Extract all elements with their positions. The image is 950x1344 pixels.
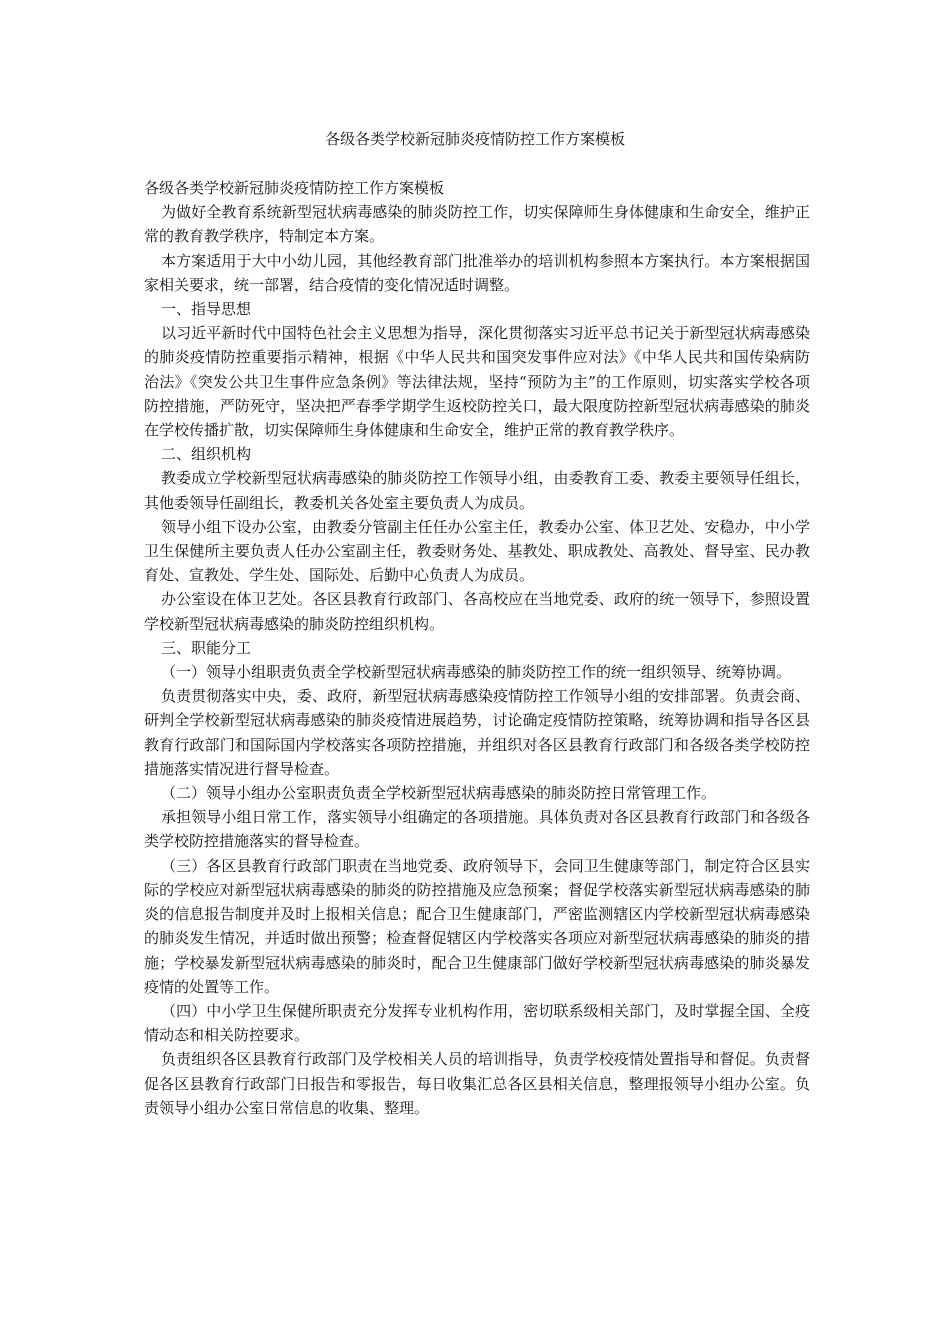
responsibility-item-2: （二）领导小组办公室职责负责全学校新型冠状病毒感染的肺炎防控日常管理工作。 <box>161 784 717 803</box>
body-heading-repeat: 各级各类学校新冠肺炎疫情防控工作方案模板 <box>144 179 445 197</box>
responsibility-item-4: （四）中小学卫生保健所职责充分发挥专业机构作用，密切联系级相关部门，及时掌握全国、全疫情动态和相关防控要求。 <box>144 1001 810 1045</box>
responsibility-item-1: （一）领导小组职责负责全学校新型冠状病毒感染的肺炎防控工作的统一组织领导、统筹协调。 <box>161 663 792 682</box>
document-body <box>144 176 810 1120</box>
section-heading-responsibilities: 三、职能分工 <box>161 638 252 657</box>
responsibility-item-4-detail: 负责组织各区县教育行政部门及学校相关人员的培训指导，负责学校疫情处置指导和督促。负责督促各区县教育行政部门日报告和零报告，每日收集汇总各区县相关信息，整理报领导小组办公室。负责领导小组办公室日常信息的收集、整理。 <box>144 1050 810 1117</box>
section-heading-organization: 二、组织机构 <box>161 445 252 464</box>
responsibility-item-3: （三）各区县教育行政部门职责在当地党委、政府领导下，会同卫生健康等部门，制定符合区县实际的学校应对新型冠状病毒感染的肺炎的防控措施及应急预案；督促学校落实新型冠状病毒感染的肺炎的信息报告制度并及时上报相关信息；配合卫生健康部门，严密监测辖区内学校新型冠状病毒感染的肺炎发生情况，并适时做出预警；检查督促辖区内学校落实各项应对新型冠状病毒感染的肺炎的措施；学校暴发新型冠状病毒感染的肺炎时，配合卫生健康部门做好学校新型冠状病毒感染的肺炎暴发疫情的处置等工作。 <box>144 856 810 996</box>
section-heading-guiding-principles: 一、指导思想 <box>161 300 252 319</box>
organization-paragraph-1: 教委成立学校新型冠状病毒感染的肺炎防控工作领导小组，由委教育工委、教委主要领导任组长，其他委领导任副组长，教委机关各处室主要负责人为成员。 <box>144 469 810 512</box>
responsibility-item-1-detail: 负责贯彻落实中央，委、政府，新型冠状病毒感染疫情防控工作领导小组的安排部署。负责会商、研判全学校新型冠状病毒感染的肺炎疫情进展趋势，讨论确定疫情防控策略，统筹协调和指导各区县教育行政部门和国际国内学校落实各项防控措施，并组织对各区县教育行政部门和各级各类学校防控措施落实情况进行督导检查。 <box>144 687 810 778</box>
guiding-principles-paragraph: 以习近平新时代中国特色社会主义思想为指导，深化贯彻落实习近平总书记关于新型冠状病毒感染的肺炎疫情防控重要指示精神，根据《中华人民共和国突发事件应对法》《中华人民共和国传染病防治法》《突发公共卫生事件应急条例》等法律法规，坚持“预防为主”的工作原则，切实落实学校各项防控措施，严防死守，坚决把严春季学期学生返校防控关口，最大限度防控新型冠状病毒感染的肺炎在学校传播扩散，切实保障师生身体健康和生命安全，维护正常的教育教学秩序。 <box>144 324 810 440</box>
scope-paragraph: 本方案适用于大中小幼儿园，其他经教育部门批准举办的培训机构参照本方案执行。本方案根据国家相关要求，统一部署，结合疫情的变化情况适时调整。 <box>144 251 810 294</box>
responsibility-item-2-detail: 承担领导小组日常工作，落实领导小组确定的各项措施。具体负责对各区县教育行政部门和各级各类学校防控措施落实的督导检查。 <box>144 808 810 851</box>
intro-paragraph: 为做好全教育系统新型冠状病毒感染的肺炎防控工作，切实保障师生身体健康和生命安全，维护正常的教育教学秩序，特制定本方案。 <box>144 203 810 246</box>
organization-paragraph-2: 领导小组下设办公室，由教委分管副主任任办公室主任，教委办公室、体卫艺处、安稳办，中小学卫生保健所主要负责人任办公室副主任，教委财务处、基教处、职成教处、高教处、督导室、民办教育处、宣教处、学生处、国际处、后勤中心负责人为成员。 <box>144 517 810 585</box>
organization-paragraph-3: 办公室设在体卫艺处。各区县教育行政部门、各高校应在当地党委、政府的统一领导下，参照设置学校新型冠状病毒感染的肺炎防控组织机构。 <box>144 590 810 633</box>
document-title: 各级各类学校新冠肺炎疫情防控工作方案模板 <box>324 130 625 148</box>
